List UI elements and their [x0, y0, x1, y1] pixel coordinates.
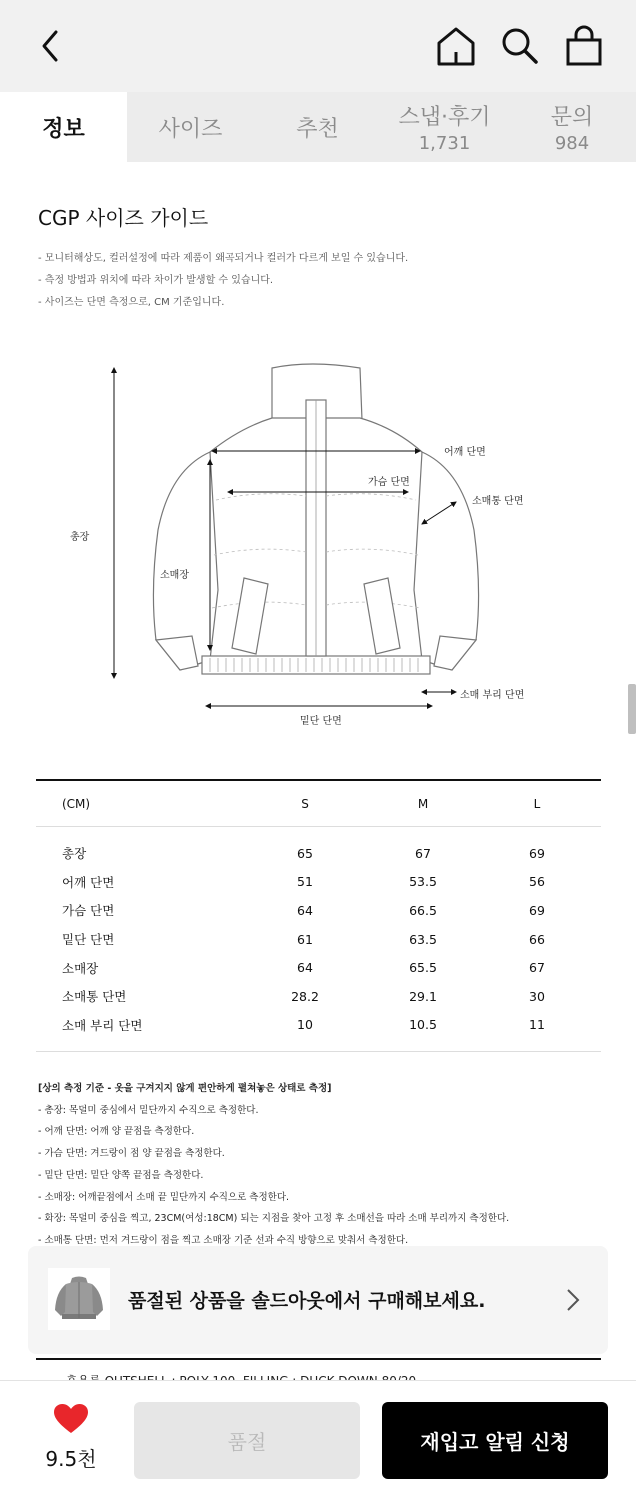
tab-count: 1,731	[418, 133, 471, 154]
row-label: 어깨 단면	[62, 874, 115, 890]
table-row	[36, 925, 601, 954]
restock-notify-button[interactable]: 재입고 알림 신청	[382, 1402, 608, 1479]
soldout-banner-text: 품절된 상품을 솔드아웃에서 구매해보세요.	[128, 1290, 486, 1312]
like-count: 9.5천	[45, 1447, 97, 1471]
measurement-line: - 어깨 단면: 어깨 양 끝점을 측정한다.	[38, 1126, 195, 1138]
chevron-right-icon	[566, 1288, 580, 1312]
size-guide-notes	[38, 248, 408, 314]
measurement-line: - 총장: 목덜미 중심에서 밑단까지 수직으로 측정한다.	[38, 1104, 259, 1116]
note-line: - 사이즈는 단면 측정으로, CM 기준입니다.	[38, 297, 225, 308]
header-size-l: L	[533, 796, 541, 811]
label-chest: 가슴 단면	[368, 477, 410, 488]
search-icon[interactable]	[498, 24, 542, 68]
cell-s: 64	[297, 960, 313, 976]
jacket-illustration	[60, 340, 580, 740]
label-sleeve-width: 소매통 단면	[472, 496, 524, 507]
cell-m: 66.5	[409, 902, 437, 918]
cell-m: 29.1	[409, 988, 437, 1004]
size-table	[36, 779, 601, 1052]
cell-l: 11	[529, 1017, 545, 1033]
size-guide-title: CGP 사이즈 가이드	[38, 206, 209, 230]
cell-s: 28.2	[291, 988, 319, 1004]
label-shoulder: 어깨 단면	[444, 447, 486, 458]
home-icon[interactable]	[434, 24, 478, 68]
bottom-action-bar	[0, 1380, 636, 1500]
table-header-row	[36, 781, 601, 827]
label-cuff: 소매 부리 단면	[460, 690, 525, 701]
cell-s: 61	[297, 931, 313, 947]
tab-label: 스냅·후기	[398, 105, 491, 130]
cell-l: 67	[529, 960, 545, 976]
row-label: 밑단 단면	[62, 932, 115, 948]
tab-label: 정보	[42, 116, 85, 142]
tab-inquiry[interactable]	[508, 92, 636, 162]
row-label: 총장	[62, 846, 87, 862]
cell-s: 10	[297, 1017, 313, 1033]
cell-l: 69	[529, 845, 545, 861]
table-row	[36, 896, 601, 925]
product-tabs	[0, 92, 636, 162]
measurement-line: - 소매장: 어깨끝점에서 소매 끝 밑단까지 수직으로 측정한다.	[38, 1191, 290, 1203]
cell-l: 56	[529, 874, 545, 890]
cell-l: 30	[529, 988, 545, 1004]
cell-s: 65	[297, 845, 313, 861]
tab-label: 문의	[550, 105, 594, 130]
tab-count: 984	[554, 133, 590, 154]
row-label: 소매 부리 단면	[62, 1017, 143, 1033]
tab-recommend[interactable]	[254, 92, 381, 162]
app-header	[0, 0, 636, 92]
tab-label: 사이즈	[158, 116, 223, 142]
table-row	[36, 1011, 601, 1040]
cell-m: 63.5	[409, 931, 437, 947]
header-size-m: M	[417, 796, 429, 811]
cell-m: 67	[415, 845, 431, 861]
like-button[interactable]	[38, 1403, 104, 1472]
note-line: - 측정 방법과 위치에 따라 차이가 발생할 수 있습니다.	[38, 275, 274, 286]
measurement-line: - 가슴 단면: 겨드랑이 점 양 끝점을 측정한다.	[38, 1148, 225, 1160]
soldout-banner[interactable]	[28, 1246, 608, 1354]
measurement-criteria	[38, 1078, 509, 1252]
cell-m: 53.5	[409, 874, 437, 890]
tab-label: 추천	[296, 116, 339, 142]
cell-l: 69	[529, 902, 545, 918]
header-unit: (CM)	[62, 796, 91, 811]
table-row	[36, 868, 601, 897]
note-line: - 모니터해상도, 컬러설정에 따라 제품이 왜곡되거나 컬러가 다르게 보일 수 있습니다.	[38, 253, 409, 264]
heart-icon	[53, 1403, 89, 1435]
label-sleeve-length: 소매장	[160, 570, 189, 581]
section-divider	[36, 1358, 601, 1360]
row-label: 소매장	[62, 960, 99, 976]
cell-m: 10.5	[409, 1017, 437, 1033]
row-label: 소매통 단면	[62, 989, 127, 1005]
cell-s: 51	[297, 874, 313, 890]
jacket-thumbnail	[48, 1268, 110, 1330]
measurement-line: - 밑단 단면: 밑단 양쪽 끝점을 측정한다.	[38, 1169, 204, 1181]
tab-info[interactable]	[0, 92, 127, 162]
measurement-line: - 화장: 목덜미 중심을 찍고, 23CM(여성:18CM) 되는 지점을 찾아 고정 후 소매선을 따라 소매 부리까지 측정한다.	[38, 1213, 510, 1225]
row-label: 가슴 단면	[62, 903, 115, 919]
header-size-s: S	[301, 796, 309, 811]
table-row	[36, 953, 601, 982]
jacket-measurement-diagram	[60, 340, 580, 740]
cell-m: 65.5	[409, 960, 437, 976]
shopping-bag-icon[interactable]	[562, 24, 606, 68]
tab-snap-review[interactable]	[381, 92, 508, 162]
cell-s: 64	[297, 902, 313, 918]
table-row	[36, 839, 601, 868]
soldout-button[interactable]: 품절	[134, 1402, 360, 1479]
label-total-length: 총장	[70, 532, 90, 543]
tab-size[interactable]	[127, 92, 254, 162]
table-body	[36, 827, 601, 1052]
measurement-heading: [상의 측정 기준 - 옷을 구겨지지 않게 편안하게 펼쳐놓은 상태로 측정]	[38, 1083, 332, 1094]
scrollbar-thumb[interactable]	[628, 684, 636, 734]
measurement-line: - 소매통 단면: 먼저 겨드랑이 점을 찍고 소매장 기준 선과 수직 방향으로 맞춰서 측정한다.	[38, 1234, 409, 1246]
back-icon[interactable]	[30, 24, 74, 68]
label-hem: 밑단 단면	[300, 716, 342, 727]
cell-l: 66	[529, 931, 545, 947]
table-row	[36, 982, 601, 1011]
